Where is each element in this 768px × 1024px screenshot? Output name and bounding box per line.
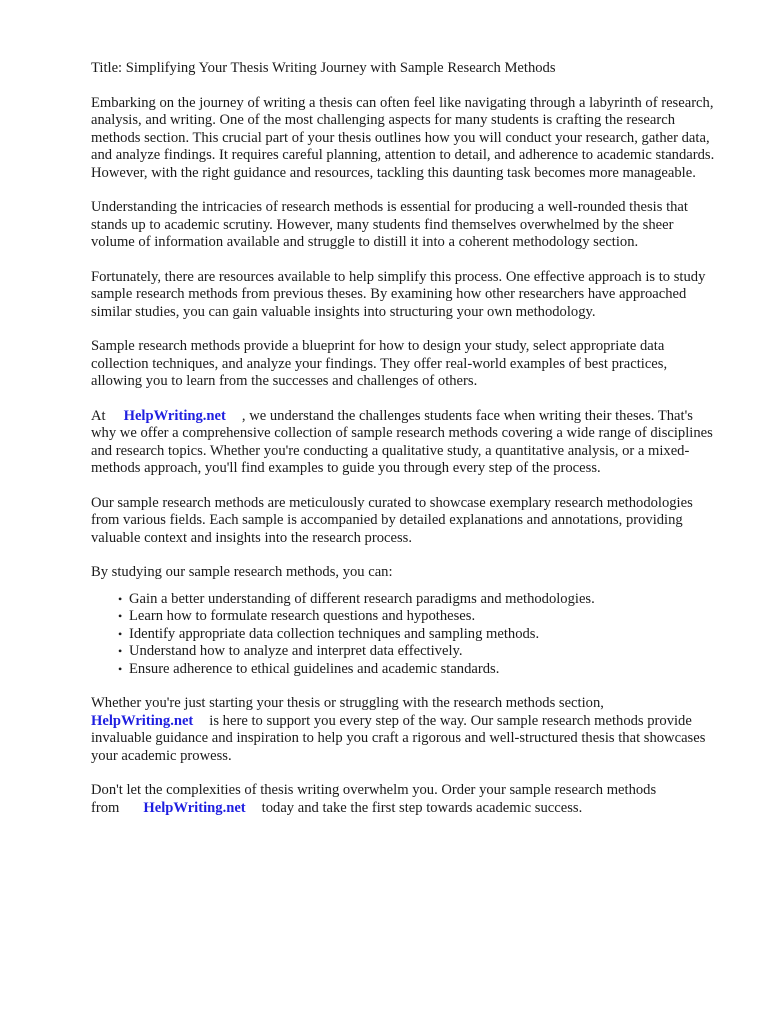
bullet-icon: • (118, 591, 123, 606)
document-page (91, 60, 719, 834)
paragraph-curated: Our sample research methods are meticulously curated to showcase exemplary research methodologies from various fields. Each sample is accompanied by detailed explanations and annotations, providing valuable context and insights into the research process. (91, 494, 693, 546)
paragraph-text: is here to support you every step of the way. Our sample research methods provide invaluable guidance and inspiration to help you craft a rigorous and well-structured thesis that showcases your academic prowess. (91, 712, 706, 764)
list-item (118, 626, 719, 644)
paragraph-whether (91, 695, 719, 765)
paragraph-fortunately: Fortunately, there are resources available to help simplify this process. One effective approach is to study sample research methods from previous theses. By examining how other researchers have approached similar studies, you can gain valuable insights into structuring your own methodology. (91, 268, 706, 320)
bullet-icon: • (118, 661, 123, 676)
document-title: Title: Simplifying Your Thesis Writing Journey with Sample Research Methods (91, 60, 556, 76)
paragraph-text: At (91, 407, 106, 424)
list-item (118, 661, 719, 679)
benefits-list (91, 591, 719, 679)
bullet-icon: • (118, 626, 123, 641)
helpwriting-link[interactable]: HelpWriting.net (123, 407, 226, 424)
list-item (118, 608, 719, 626)
paragraph-at-helpwriting (91, 408, 719, 478)
list-item-text: Identify appropriate data collection techniques and sampling methods. (129, 625, 540, 642)
helpwriting-link[interactable]: HelpWriting.net (91, 712, 194, 729)
paragraph-text: today and take the first step towards academic success. (261, 799, 583, 816)
list-item-text: Understand how to analyze and interpret data effectively. (129, 643, 463, 659)
paragraph-closing (91, 782, 719, 817)
paragraph-by-studying: By studying our sample research methods, you can: (91, 564, 393, 580)
paragraph-text: , we understand the challenges students face when writing their theses. That's why we offer a comprehensive collection of sample research methods covering a wide range of disciplines and research topics. Whether you're conducting a qualitative study, a quantitative analysis, or a mixed-methods approach, you'll find examples to guide you through every step of the process. (91, 407, 713, 476)
bullet-icon: • (118, 644, 123, 658)
list-item (118, 643, 719, 661)
list-item (118, 591, 719, 609)
helpwriting-link[interactable]: HelpWriting.net (143, 799, 246, 816)
paragraph-intro: Embarking on the journey of writing a thesis can often feel like navigating through a labyrinth of research, analysis, and writing. One of the most challenging aspects for many students is crafting the research methods section. This crucial part of your thesis outlines how you will conduct your research, gather data, and analyze findings. It requires careful planning, attention to detail, and adherence to academic standards. However, with the right guidance and resources, tackling this daunting task becomes more manageable. (91, 94, 715, 181)
list-item-text: Gain a better understanding of different research paradigms and methodologies. (129, 590, 595, 607)
paragraph-text: Don't let the complexities of thesis writing overwhelm you. Order your sample research methods from (91, 782, 657, 816)
list-item-text: Ensure adherence to ethical guidelines and academic standards. (129, 660, 500, 677)
paragraph-text: Whether you're just starting your thesis or struggling with the research methods section, (91, 695, 604, 711)
bullet-icon: • (118, 609, 123, 623)
paragraph-blueprint: Sample research methods provide a blueprint for how to design your study, select appropriate data collection techniques, and analyze your findings. They offer real-world examples of best practices, allowing you to learn from the successes and challenges of others. (91, 338, 668, 389)
paragraph-understanding: Understanding the intricacies of research methods is essential for producing a well-rounded thesis that stands up to academic scrutiny. However, many students find themselves overwhelmed by the sheer volume of information available and struggle to distill it into a coherent methodology section. (91, 199, 688, 250)
list-item-text: Learn how to formulate research questions and hypotheses. (129, 608, 476, 624)
